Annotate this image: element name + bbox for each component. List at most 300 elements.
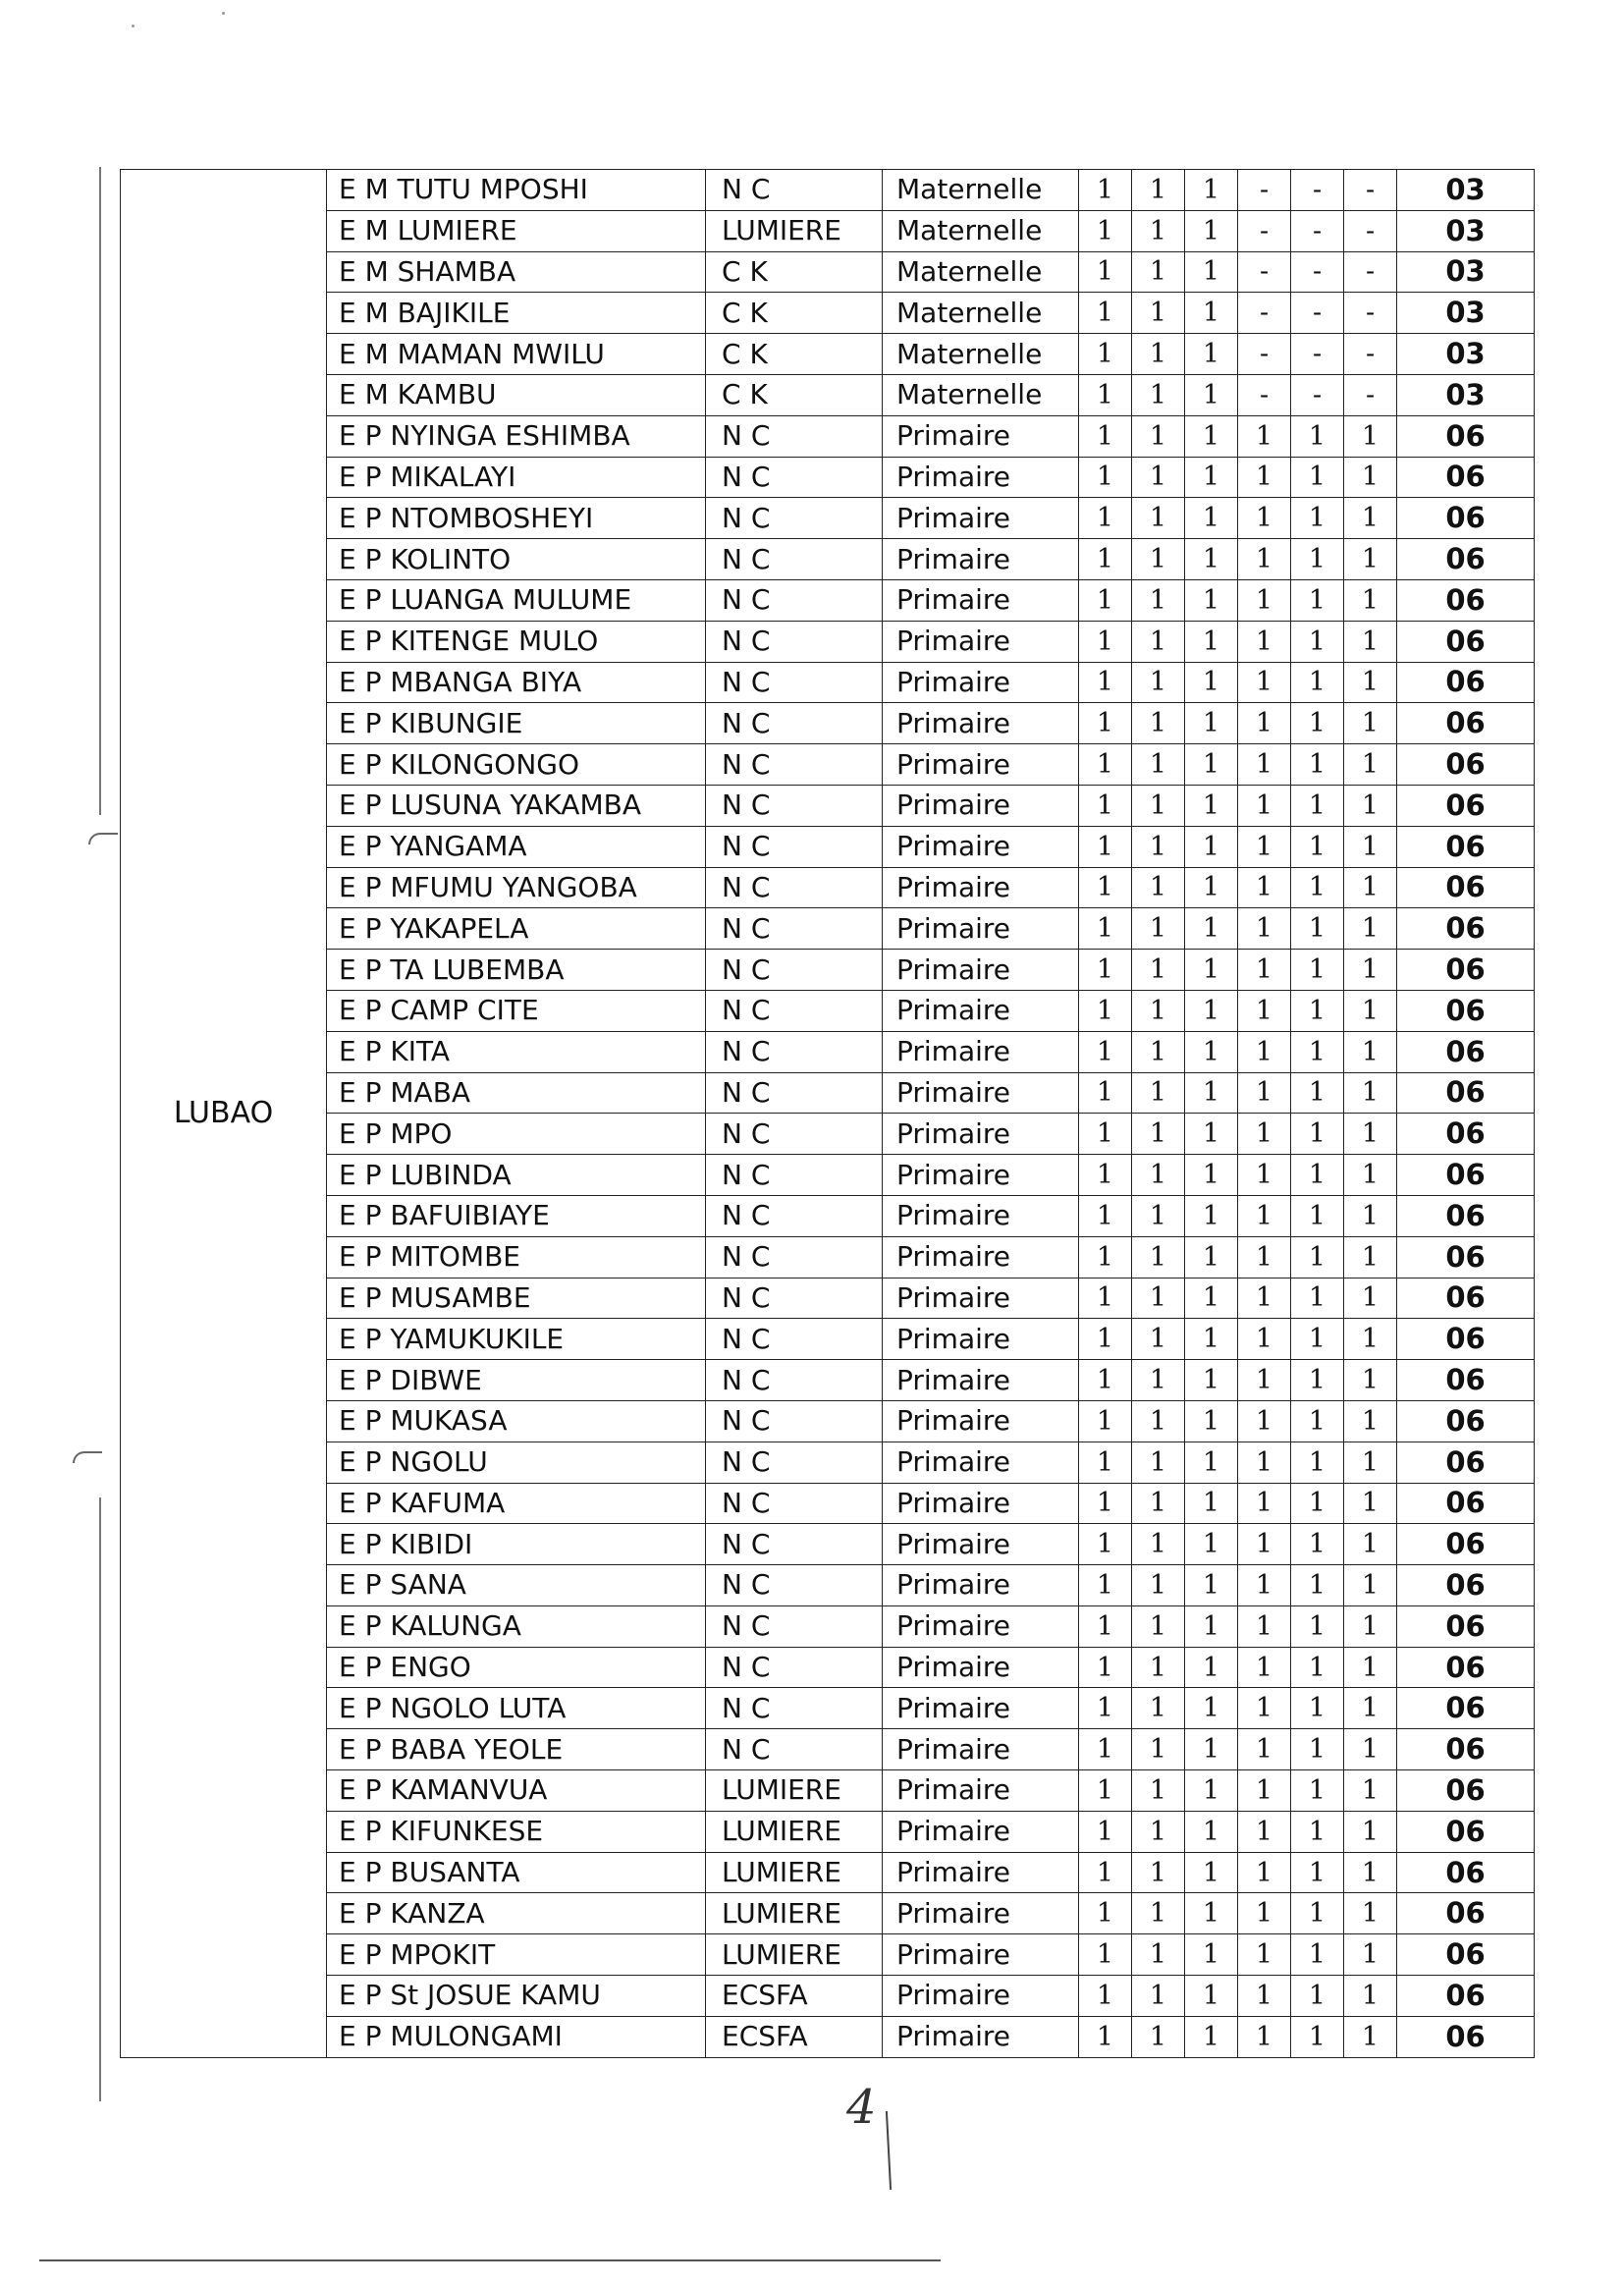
count-cell: 1	[1238, 2016, 1291, 2057]
count-cell: 1	[1132, 1155, 1185, 1196]
total-cell: 06	[1397, 662, 1535, 703]
count-cell: 1	[1079, 498, 1132, 539]
organization-cell: N C	[706, 1483, 883, 1524]
count-cell: 1	[1344, 950, 1397, 991]
total-cell: 03	[1397, 334, 1535, 375]
organization-cell: N C	[706, 703, 883, 744]
organization-cell: N C	[706, 744, 883, 786]
level-cell: Primaire	[883, 1852, 1079, 1893]
count-cell: 1	[1291, 1236, 1344, 1278]
count-cell: 1	[1291, 826, 1344, 867]
count-cell: 1	[1238, 1400, 1291, 1442]
school-name-cell: E P KAMANVUA	[327, 1770, 706, 1812]
count-cell: 1	[1132, 1605, 1185, 1647]
count-cell: 1	[1291, 1647, 1344, 1688]
count-cell: 1	[1185, 1031, 1238, 1072]
level-cell: Primaire	[883, 1647, 1079, 1688]
count-cell: 1	[1238, 1770, 1291, 1812]
count-cell: 1	[1079, 1688, 1132, 1729]
count-cell: 1	[1079, 1031, 1132, 1072]
count-cell: 1	[1185, 826, 1238, 867]
count-cell: 1	[1185, 1893, 1238, 1934]
table-row	[121, 1852, 1535, 1893]
organization-cell: LUMIERE	[706, 1811, 883, 1852]
count-cell: 1	[1185, 457, 1238, 498]
organization-cell: LUMIERE	[706, 1852, 883, 1893]
table-row	[121, 1647, 1535, 1688]
table-row	[121, 621, 1535, 662]
count-cell: 1	[1238, 1319, 1291, 1360]
organization-cell: N C	[706, 1114, 883, 1155]
count-cell: 1	[1079, 1155, 1132, 1196]
count-cell: 1	[1291, 703, 1344, 744]
count-cell: 1	[1344, 1852, 1397, 1893]
count-cell: 1	[1079, 1770, 1132, 1812]
school-name-cell: E P MITOMBE	[327, 1236, 706, 1278]
count-cell: 1	[1238, 1360, 1291, 1401]
table-row	[121, 1072, 1535, 1114]
school-name-cell: E P YANGAMA	[327, 826, 706, 867]
level-cell: Primaire	[883, 908, 1079, 950]
count-cell: 1	[1132, 1934, 1185, 1976]
total-cell: 06	[1397, 539, 1535, 580]
table-row	[121, 703, 1535, 744]
scan-speck	[222, 12, 225, 15]
total-cell: 06	[1397, 1524, 1535, 1565]
total-cell: 06	[1397, 1278, 1535, 1319]
count-cell: 1	[1344, 1400, 1397, 1442]
count-cell: 1	[1132, 1647, 1185, 1688]
count-cell: 1	[1291, 1811, 1344, 1852]
count-cell: 1	[1238, 457, 1291, 498]
level-cell: Primaire	[883, 1155, 1079, 1196]
count-cell: 1	[1132, 826, 1185, 867]
total-cell: 06	[1397, 785, 1535, 826]
count-cell: 1	[1238, 1031, 1291, 1072]
organization-cell: N C	[706, 908, 883, 950]
school-name-cell: E P CAMP CITE	[327, 990, 706, 1031]
count-cell: 1	[1344, 1976, 1397, 2017]
count-cell: 1	[1291, 908, 1344, 950]
count-cell: 1	[1344, 1770, 1397, 1812]
count-cell: 1	[1079, 293, 1132, 334]
count-cell: 1	[1132, 1031, 1185, 1072]
count-cell: 1	[1291, 785, 1344, 826]
school-name-cell: E P MFUMU YANGOBA	[327, 867, 706, 908]
count-cell: -	[1291, 334, 1344, 375]
bottom-rule	[39, 2259, 941, 2261]
count-cell: 1	[1185, 1155, 1238, 1196]
table-row	[121, 374, 1535, 415]
count-cell: 1	[1238, 908, 1291, 950]
count-cell: 1	[1344, 1031, 1397, 1072]
count-cell: 1	[1238, 1155, 1291, 1196]
count-cell: 1	[1079, 703, 1132, 744]
count-cell: 1	[1079, 1811, 1132, 1852]
count-cell: 1	[1344, 1072, 1397, 1114]
count-cell: 1	[1344, 1278, 1397, 1319]
school-name-cell: E P YAKAPELA	[327, 908, 706, 950]
total-cell: 06	[1397, 1688, 1535, 1729]
count-cell: 1	[1344, 1319, 1397, 1360]
count-cell: 1	[1132, 785, 1185, 826]
table-row	[121, 2016, 1535, 2057]
count-cell: 1	[1132, 498, 1185, 539]
count-cell: 1	[1185, 1072, 1238, 1114]
count-cell: 1	[1344, 1155, 1397, 1196]
count-cell: 1	[1238, 1811, 1291, 1852]
count-cell: 1	[1344, 744, 1397, 786]
table-row	[121, 867, 1535, 908]
count-cell: 1	[1185, 785, 1238, 826]
count-cell: 1	[1185, 1770, 1238, 1812]
count-cell: 1	[1238, 1483, 1291, 1524]
count-cell: 1	[1132, 170, 1185, 211]
school-name-cell: E P MABA	[327, 1072, 706, 1114]
count-cell: 1	[1291, 579, 1344, 621]
school-name-cell: E P BABA YEOLE	[327, 1729, 706, 1770]
count-cell: 1	[1079, 1195, 1132, 1236]
level-cell: Primaire	[883, 1360, 1079, 1401]
count-cell: 1	[1185, 374, 1238, 415]
count-cell: 1	[1291, 1072, 1344, 1114]
count-cell: 1	[1132, 539, 1185, 580]
level-cell: Primaire	[883, 826, 1079, 867]
count-cell: 1	[1238, 498, 1291, 539]
count-cell: 1	[1238, 662, 1291, 703]
count-cell: 1	[1344, 1114, 1397, 1155]
count-cell: 1	[1238, 621, 1291, 662]
total-cell: 06	[1397, 867, 1535, 908]
count-cell: 1	[1291, 1442, 1344, 1483]
total-cell: 06	[1397, 1442, 1535, 1483]
count-cell: 1	[1344, 539, 1397, 580]
count-cell: 1	[1185, 1811, 1238, 1852]
school-name-cell: E M SHAMBA	[327, 251, 706, 293]
table-row	[121, 251, 1535, 293]
count-cell: 1	[1185, 334, 1238, 375]
school-name-cell: E P DIBWE	[327, 1360, 706, 1401]
count-cell: 1	[1185, 1647, 1238, 1688]
count-cell: 1	[1079, 1852, 1132, 1893]
count-cell: 1	[1238, 1893, 1291, 1934]
count-cell: 1	[1132, 1565, 1185, 1606]
count-cell: 1	[1291, 1114, 1344, 1155]
count-cell: 1	[1132, 1114, 1185, 1155]
count-cell: 1	[1185, 498, 1238, 539]
count-cell: 1	[1185, 867, 1238, 908]
margin-mark	[73, 1451, 102, 1463]
count-cell: 1	[1185, 950, 1238, 991]
organization-cell: N C	[706, 1072, 883, 1114]
school-name-cell: E M KAMBU	[327, 374, 706, 415]
total-cell: 06	[1397, 1770, 1535, 1812]
school-name-cell: E M MAMAN MWILU	[327, 334, 706, 375]
level-cell: Primaire	[883, 1729, 1079, 1770]
count-cell: 1	[1185, 1278, 1238, 1319]
total-cell: 06	[1397, 1360, 1535, 1401]
table-row	[121, 908, 1535, 950]
level-cell: Primaire	[883, 1893, 1079, 1934]
school-name-cell: E P KALUNGA	[327, 1605, 706, 1647]
count-cell: 1	[1132, 579, 1185, 621]
total-cell: 06	[1397, 579, 1535, 621]
count-cell: 1	[1291, 1319, 1344, 1360]
total-cell: 06	[1397, 826, 1535, 867]
school-name-cell: E P MUSAMBE	[327, 1278, 706, 1319]
count-cell: 1	[1291, 1400, 1344, 1442]
total-cell: 06	[1397, 1114, 1535, 1155]
count-cell: 1	[1238, 1565, 1291, 1606]
count-cell: 1	[1344, 867, 1397, 908]
total-cell: 06	[1397, 1072, 1535, 1114]
count-cell: 1	[1291, 744, 1344, 786]
school-name-cell: E P NGOLU	[327, 1442, 706, 1483]
count-cell: 1	[1291, 990, 1344, 1031]
region-cell: LUBAO	[121, 170, 327, 2058]
total-cell: 06	[1397, 1195, 1535, 1236]
school-name-cell: E P KILONGONGO	[327, 744, 706, 786]
count-cell: 1	[1079, 950, 1132, 991]
count-cell: 1	[1238, 579, 1291, 621]
count-cell: 1	[1238, 990, 1291, 1031]
level-cell: Primaire	[883, 1442, 1079, 1483]
count-cell: 1	[1079, 785, 1132, 826]
count-cell: 1	[1238, 950, 1291, 991]
total-cell: 06	[1397, 1647, 1535, 1688]
table-row	[121, 1893, 1535, 1934]
level-cell: Maternelle	[883, 170, 1079, 211]
count-cell: 1	[1079, 415, 1132, 457]
school-name-cell: E M BAJIKILE	[327, 293, 706, 334]
school-name-cell: E P MBANGA BIYA	[327, 662, 706, 703]
count-cell: 1	[1079, 1605, 1132, 1647]
school-name-cell: E P MUKASA	[327, 1400, 706, 1442]
organization-cell: N C	[706, 539, 883, 580]
level-cell: Primaire	[883, 415, 1079, 457]
school-name-cell: E P LUSUNA YAKAMBA	[327, 785, 706, 826]
organization-cell: N C	[706, 990, 883, 1031]
level-cell: Maternelle	[883, 251, 1079, 293]
count-cell: 1	[1079, 908, 1132, 950]
count-cell: 1	[1079, 539, 1132, 580]
school-name-cell: E P LUANGA MULUME	[327, 579, 706, 621]
organization-cell: C K	[706, 374, 883, 415]
count-cell: 1	[1132, 1236, 1185, 1278]
count-cell: 1	[1132, 1483, 1185, 1524]
total-cell: 06	[1397, 1400, 1535, 1442]
total-cell: 03	[1397, 293, 1535, 334]
count-cell: 1	[1132, 1442, 1185, 1483]
total-cell: 03	[1397, 210, 1535, 251]
level-cell: Primaire	[883, 1483, 1079, 1524]
total-cell: 06	[1397, 744, 1535, 786]
count-cell: 1	[1079, 210, 1132, 251]
count-cell: 1	[1344, 579, 1397, 621]
count-cell: 1	[1079, 2016, 1132, 2057]
count-cell: 1	[1238, 1647, 1291, 1688]
table-row	[121, 1605, 1535, 1647]
count-cell: 1	[1344, 498, 1397, 539]
count-cell: 1	[1079, 826, 1132, 867]
count-cell: 1	[1238, 1072, 1291, 1114]
organization-cell: N C	[706, 1195, 883, 1236]
total-cell: 06	[1397, 457, 1535, 498]
count-cell: 1	[1079, 1114, 1132, 1155]
count-cell: -	[1238, 293, 1291, 334]
count-cell: 1	[1291, 1195, 1344, 1236]
count-cell: 1	[1132, 867, 1185, 908]
school-name-cell: E P NYINGA ESHIMBA	[327, 415, 706, 457]
count-cell: 1	[1344, 1893, 1397, 1934]
total-cell: 06	[1397, 1319, 1535, 1360]
level-cell: Maternelle	[883, 374, 1079, 415]
count-cell: 1	[1344, 457, 1397, 498]
count-cell: 1	[1238, 1852, 1291, 1893]
count-cell: 1	[1079, 1483, 1132, 1524]
table-row	[121, 579, 1535, 621]
count-cell: 1	[1344, 1524, 1397, 1565]
count-cell: 1	[1079, 1893, 1132, 1934]
school-name-cell: E P BUSANTA	[327, 1852, 706, 1893]
page-number: 4	[846, 2080, 877, 2135]
school-name-cell: E P MPOKIT	[327, 1934, 706, 1976]
school-name-cell: E P KIFUNKESE	[327, 1811, 706, 1852]
count-cell: 1	[1132, 251, 1185, 293]
count-cell: 1	[1132, 415, 1185, 457]
organization-cell: N C	[706, 498, 883, 539]
total-cell: 06	[1397, 1934, 1535, 1976]
total-cell: 06	[1397, 1729, 1535, 1770]
count-cell: 1	[1344, 826, 1397, 867]
organization-cell: N C	[706, 579, 883, 621]
level-cell: Primaire	[883, 785, 1079, 826]
school-name-cell: E P KANZA	[327, 1893, 706, 1934]
total-cell: 03	[1397, 374, 1535, 415]
school-name-cell: E P MIKALAYI	[327, 457, 706, 498]
count-cell: -	[1344, 334, 1397, 375]
table-row	[121, 1236, 1535, 1278]
count-cell: -	[1238, 170, 1291, 211]
organization-cell: N C	[706, 1236, 883, 1278]
organization-cell: N C	[706, 1647, 883, 1688]
total-cell: 06	[1397, 1893, 1535, 1934]
count-cell: 1	[1185, 1729, 1238, 1770]
organization-cell: N C	[706, 1278, 883, 1319]
level-cell: Primaire	[883, 1072, 1079, 1114]
count-cell: 1	[1291, 1031, 1344, 1072]
count-cell: 1	[1344, 1811, 1397, 1852]
count-cell: -	[1344, 293, 1397, 334]
level-cell: Primaire	[883, 1811, 1079, 1852]
table-row	[121, 170, 1535, 211]
level-cell: Primaire	[883, 703, 1079, 744]
count-cell: 1	[1079, 621, 1132, 662]
count-cell: 1	[1344, 1442, 1397, 1483]
total-cell: 03	[1397, 170, 1535, 211]
table-row	[121, 415, 1535, 457]
count-cell: 1	[1079, 1934, 1132, 1976]
count-cell: 1	[1132, 1729, 1185, 1770]
table-row	[121, 1319, 1535, 1360]
count-cell: -	[1291, 293, 1344, 334]
count-cell: 1	[1132, 908, 1185, 950]
count-cell: 1	[1238, 1195, 1291, 1236]
count-cell: 1	[1238, 1442, 1291, 1483]
count-cell: 1	[1132, 1360, 1185, 1401]
count-cell: 1	[1291, 867, 1344, 908]
count-cell: -	[1238, 210, 1291, 251]
count-cell: 1	[1238, 1934, 1291, 1976]
total-cell: 06	[1397, 415, 1535, 457]
table-row	[121, 1114, 1535, 1155]
organization-cell: N C	[706, 1400, 883, 1442]
count-cell: -	[1238, 374, 1291, 415]
count-cell: 1	[1132, 990, 1185, 1031]
count-cell: 1	[1132, 334, 1185, 375]
total-cell: 06	[1397, 1155, 1535, 1196]
count-cell: 1	[1079, 1400, 1132, 1442]
school-name-cell: E M TUTU MPOSHI	[327, 170, 706, 211]
count-cell: 1	[1185, 539, 1238, 580]
count-cell: 1	[1132, 1319, 1185, 1360]
count-cell: 1	[1132, 1072, 1185, 1114]
count-cell: 1	[1344, 2016, 1397, 2057]
organization-cell: N C	[706, 1319, 883, 1360]
count-cell: -	[1291, 170, 1344, 211]
table-row	[121, 1729, 1535, 1770]
count-cell: -	[1238, 251, 1291, 293]
level-cell: Primaire	[883, 1319, 1079, 1360]
count-cell: 1	[1238, 1729, 1291, 1770]
table-body	[121, 170, 1535, 2058]
count-cell: 1	[1238, 1976, 1291, 2017]
organization-cell: ECSFA	[706, 2016, 883, 2057]
level-cell: Primaire	[883, 621, 1079, 662]
count-cell: 1	[1185, 990, 1238, 1031]
organization-cell: C K	[706, 334, 883, 375]
count-cell: 1	[1344, 908, 1397, 950]
count-cell: 1	[1238, 539, 1291, 580]
table-row	[121, 1483, 1535, 1524]
count-cell: 1	[1185, 621, 1238, 662]
count-cell: 1	[1185, 210, 1238, 251]
count-cell: 1	[1291, 1524, 1344, 1565]
count-cell: 1	[1344, 703, 1397, 744]
table-row	[121, 826, 1535, 867]
count-cell: 1	[1185, 170, 1238, 211]
count-cell: 1	[1238, 1278, 1291, 1319]
organization-cell: N C	[706, 1031, 883, 1072]
count-cell: -	[1344, 374, 1397, 415]
count-cell: 1	[1238, 415, 1291, 457]
total-cell: 03	[1397, 251, 1535, 293]
level-cell: Primaire	[883, 867, 1079, 908]
school-name-cell: E P TA LUBEMBA	[327, 950, 706, 991]
count-cell: -	[1344, 251, 1397, 293]
total-cell: 06	[1397, 1976, 1535, 2017]
level-cell: Primaire	[883, 2016, 1079, 2057]
count-cell: 1	[1079, 579, 1132, 621]
count-cell: 1	[1132, 1400, 1185, 1442]
count-cell: 1	[1185, 703, 1238, 744]
count-cell: 1	[1238, 1114, 1291, 1155]
count-cell: 1	[1344, 1934, 1397, 1976]
count-cell: 1	[1291, 1976, 1344, 2017]
count-cell: 1	[1079, 1278, 1132, 1319]
school-name-cell: E P NGOLO LUTA	[327, 1688, 706, 1729]
count-cell: 1	[1132, 1852, 1185, 1893]
